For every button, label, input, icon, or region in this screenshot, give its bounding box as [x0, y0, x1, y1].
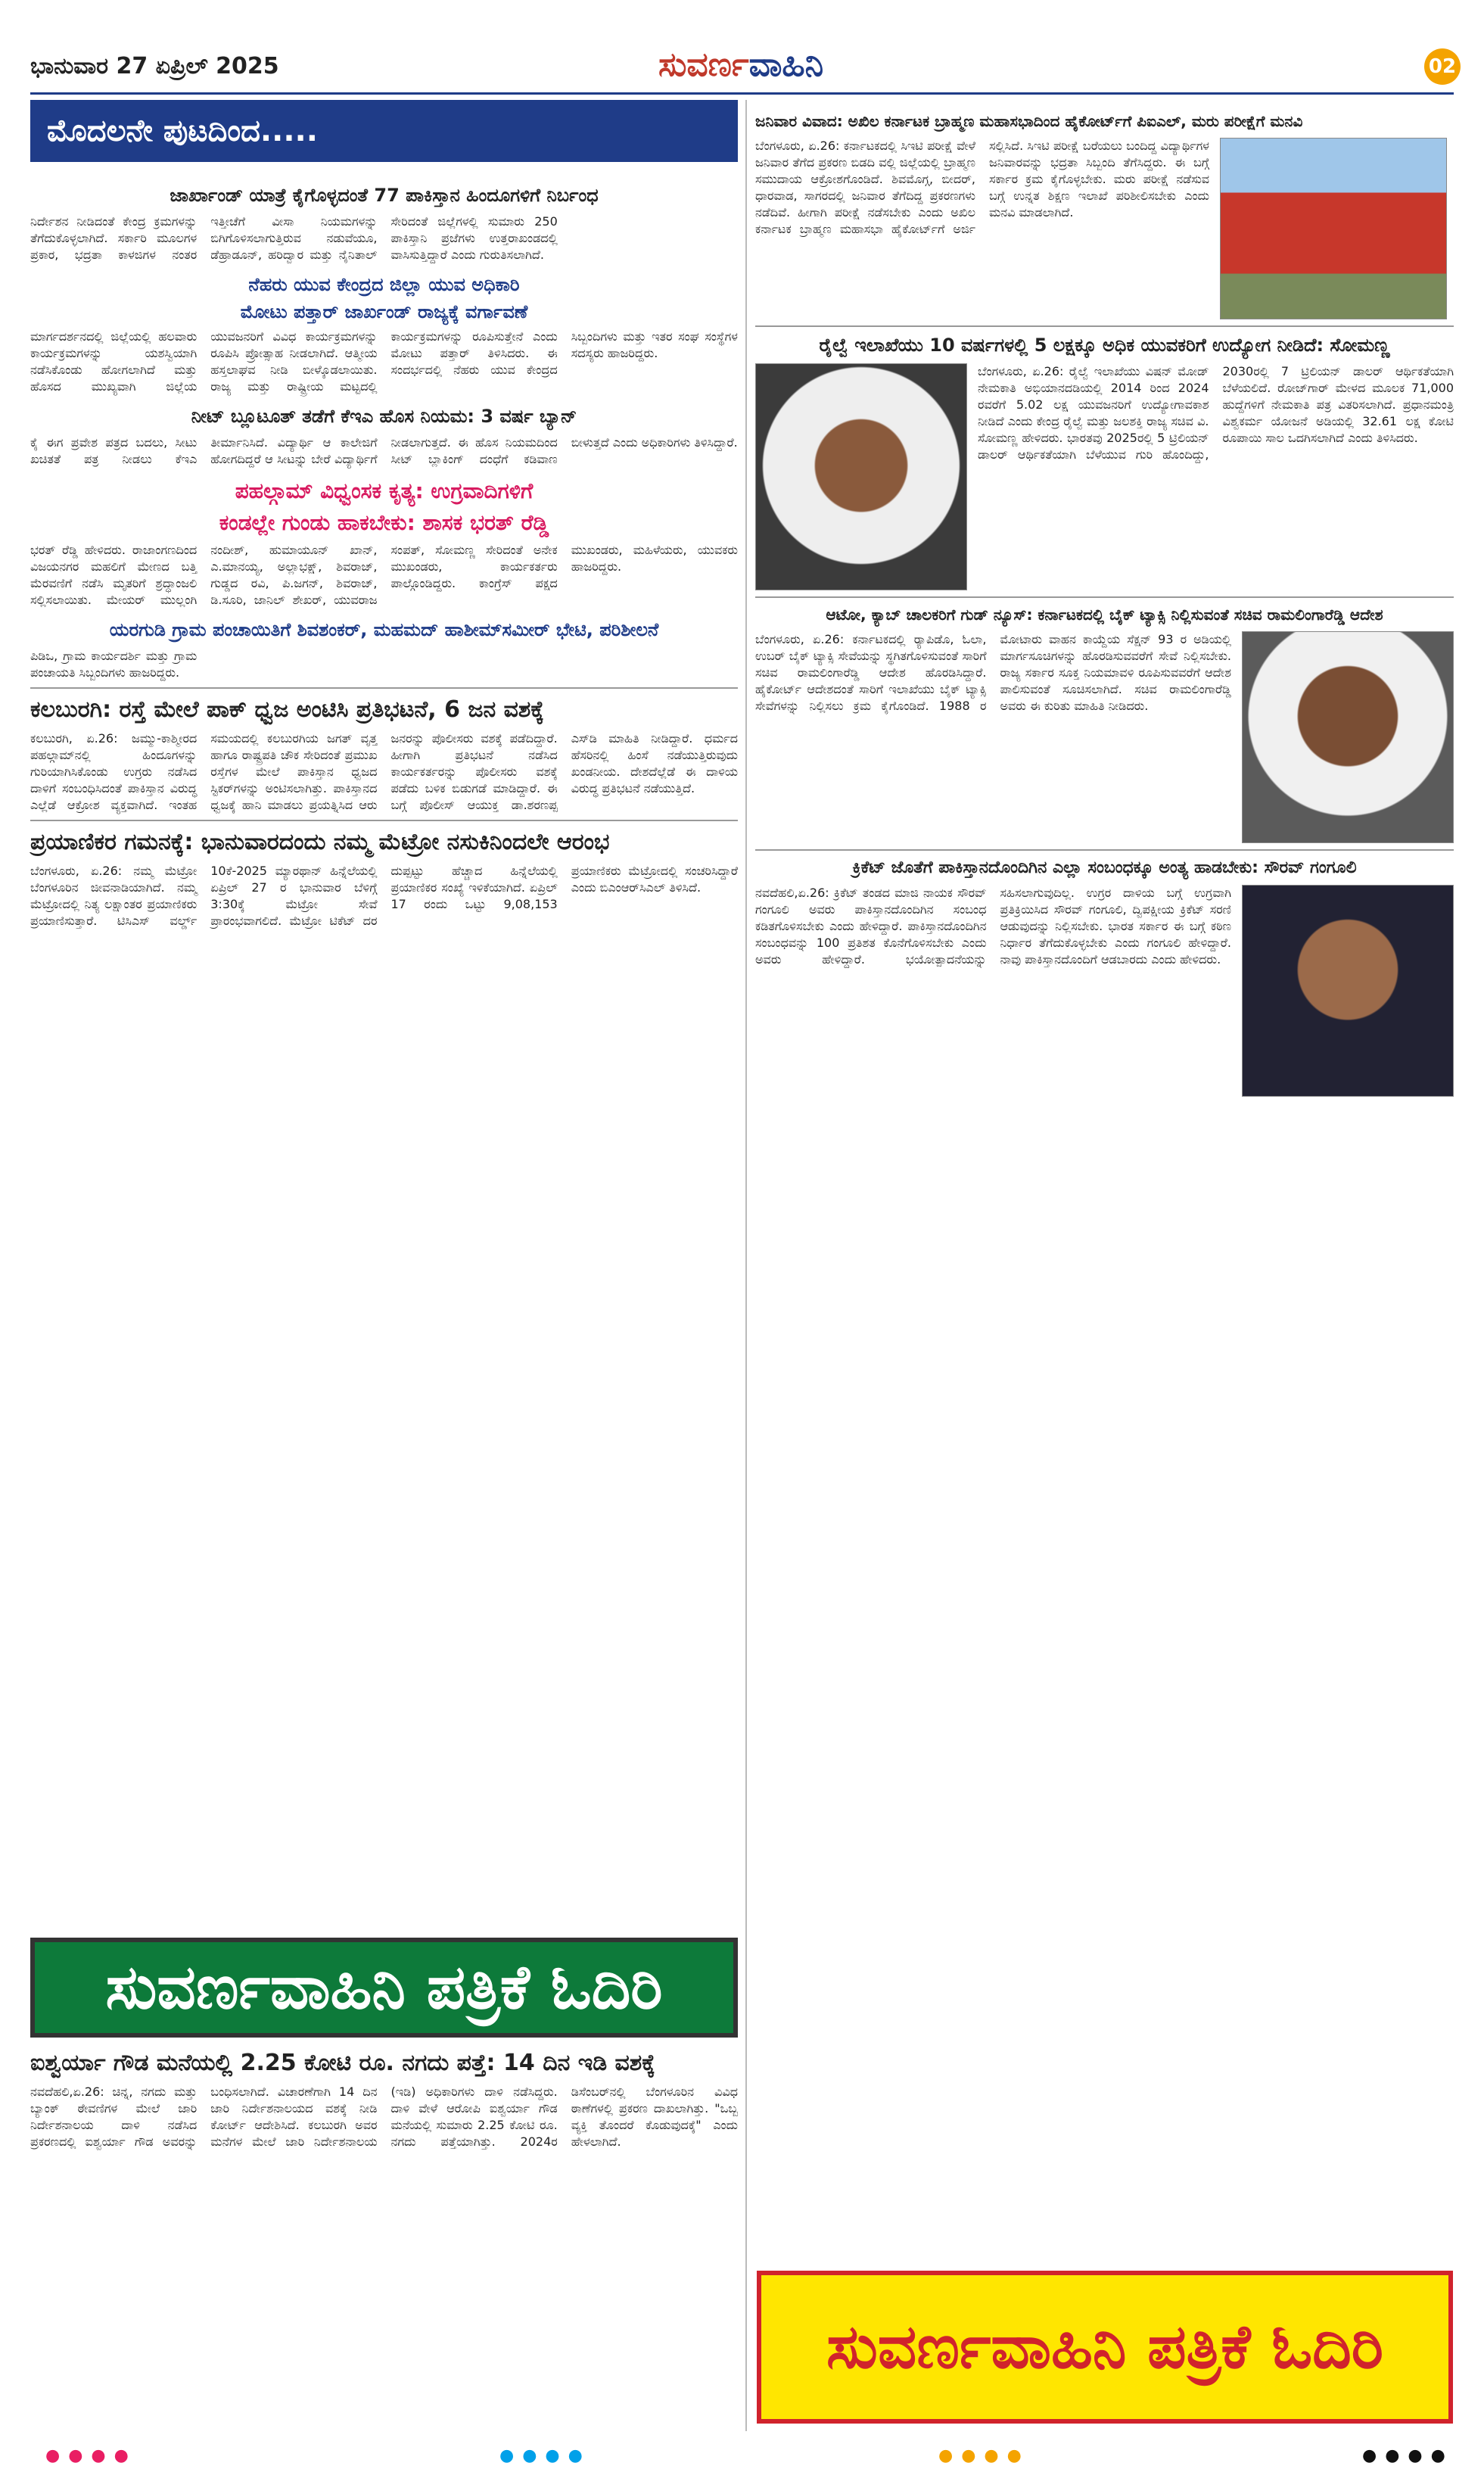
divider: [755, 596, 1454, 598]
divider: [755, 325, 1454, 327]
right-ad-block: [757, 2271, 1453, 2424]
photo-somanna: [755, 363, 967, 590]
color-registration-dots: ● ● ● ●: [499, 2446, 584, 2465]
headline-nehru-2: ಮೋಟು ಪತ್ತಾರ್ ಜಾರ್ಖಂಡ್ ರಾಜ್ಯಕ್ಕೆ ವರ್ಗಾವಣೆ: [240, 301, 528, 322]
article-metro: ಬೆಂಗಳೂರು, ಏ.26: ನಮ್ಮ ಮೆಟ್ರೋ ಬೆಂಗಳೂರಿನ ಜೀವನಾಡಿಯಾಗಿದೆ. ನಮ್ಮ ಮೆಟ್ರೋದಲ್ಲಿ ನಿತ್ಯ ಲಕ್ಷಾಂತರ ಪ್ರಯಾಣಿಕರು ಪ್ರಯಾಣಿಸುತ್ತಾರೆ. ಟಿಸಿಎಸ್ ವರ್ಲ್ಡ್ 10ಕೆ-2025 ಮ್ಯಾರಥಾನ್ ಹಿನ್ನೆಲೆಯಲ್ಲಿ ಏಪ್ರಿಲ್ 27 ರ ಭಾನುವಾರ ಬೆಳಿಗ್ಗೆ 3:30ಕ್ಕೆ ಮೆಟ್ರೋ ಸೇವೆ ಪ್ರಾರಂಭವಾಗಲಿದೆ. ಮೆಟ್ರೋ ಟಿಕೆಟ್ ದರ ದುಪ್ಪಟ್ಟು ಹೆಚ್ಚಾದ ಹಿನ್ನೆಲೆಯಲ್ಲಿ ಪ್ರಯಾಣಿಕರ ಸಂಖ್ಯೆ ಇಳಿಕೆಯಾಗಿದೆ. ಏಪ್ರಿಲ್ 17 ರಂದು ಒಟ್ಟು 9,08,153 ಪ್ರಯಾಣಿಕರು ಮೆಟ್ರೋದಲ್ಲಿ ಸಂಚರಿಸಿದ್ದಾರೆ ಎಂದು ಬಿಎಂಆರ್‌ಸಿಎಲ್ ತಿಳಿಸಿದೆ.: [30, 864, 738, 928]
divider: [755, 849, 1454, 851]
right-column: [755, 104, 1454, 1097]
page-number-badge: 02: [1424, 48, 1461, 85]
left-column: [30, 100, 738, 929]
headline-yaragudi: ಯರಗುಡಿ ಗ್ರಾಮ ಪಂಚಾಯಿತಿಗೆ ಶಿವಶಂಕರ್, ಮಹಮದ್ ಹಾಶೀಮ್‌ಸಮೀರ್ ಭೇಟಿ, ಪರಿಶೀಲನೆ: [109, 619, 659, 640]
headline-nehru-1: ನೆಹರು ಯುವ ಕೇಂದ್ರದ ಜಿಲ್ಲಾ ಯುವ ಅಧಿಕಾರಿ: [248, 274, 520, 295]
color-registration-dots: ● ● ● ●: [1362, 2446, 1447, 2465]
article-ganguly: ನವದೆಹಲಿ,ಏ.26: ಕ್ರಿಕೆಟ್ ತಂಡದ ಮಾಜಿ ನಾಯಕ ಸೌರವ್ ಗಂಗೂಲಿ ಅವರು ಪಾಕಿಸ್ತಾನದೊಂದಿಗಿನ ಸಂಬಂಧ ಕಡಿತಗೊಳಿಸಬೇಕು ಎಂದು ಹೇಳಿದ್ದಾರೆ. ಪಾಕಿಸ್ತಾನದೊಂದಿಗಿನ ಸಂಬಂಧವನ್ನು 100 ಪ್ರತಿಶತ ಕೊನೆಗೊಳಿಸಬೇಕು ಎಂದು ಅವರು ಹೇಳಿದ್ದಾರೆ. ಭಯೋತ್ಪಾದನೆಯನ್ನು ಸಹಿಸಲಾಗುವುದಿಲ್ಲ. ಉಗ್ರರ ದಾಳಿಯ ಬಗ್ಗೆ ಉಗ್ರವಾಗಿ ಪ್ರತಿಕ್ರಿಯಿಸಿದ ಸೌರವ್ ಗಂಗೂಲಿ, ದ್ವಿಪಕ್ಷೀಯ ಕ್ರಿಕೆಟ್ ಸರಣಿ ಆಡುವುದನ್ನು ನಿಲ್ಲಿಸಬೇಕು. ಭಾರತ ಸರ್ಕಾರ ಈ ಬಗ್ಗೆ ಕಠಿಣ ನಿರ್ಧಾರ ತೆಗೆದುಕೊಳ್ಳಬೇಕು ಎಂದು ಗಂಗೂಲಿ ಹೇಳಿದ್ದಾರೆ. ನಾವು ಪಾಕಿಸ್ತಾನದೊಂದಿಗೆ ಆಡಬಾರದು ಎಂದು ಹೇಳಿದರು.: [755, 886, 1231, 967]
headline-kalaburagi: ಕಲಬುರಗಿ: ರಸ್ತೆ ಮೇಲೆ ಪಾಕ್ ಧ್ವಜ ಅಂಟಿಸಿ ಪ್ರತಿಭಟನೆ, 6 ಜನ ವಶಕ್ಕೆ: [30, 696, 544, 723]
headline-janivara: ಜನಿವಾರ ವಿವಾದ: ಅಖಿಲ ಕರ್ನಾಟಕ ಬ್ರಾಹ್ಮಣ ಮಹಾಸಭಾದಿಂದ ಹೈಕೋರ್ಟ್‌ಗೆ ಪಿಐಎಲ್, ಮರು ಪರೀಕ್ಷೆಗೆ ಮನವಿ: [755, 112, 1303, 130]
color-registration-dots: ● ● ● ●: [938, 2446, 1023, 2465]
photo-ganguly: [1242, 885, 1454, 1097]
article-aishwarya: ನವದೆಹಲಿ,ಏ.26: ಚಿನ್ನ, ನಗದು ಮತ್ತು ಬ್ಯಾಂಕ್ ಠೇವಣಿಗಳ ಮೇಲೆ ಜಾರಿ ನಿರ್ದೇಶನಾಲಯ ದಾಳಿ ನಡೆಸಿದ ಪ್ರಕರಣದಲ್ಲಿ ಐಶ್ವರ್ಯಾ ಗೌಡ ಅವರನ್ನು ಬಂಧಿಸಲಾಗಿದೆ. ವಿಚಾರಣೆಗಾಗಿ 14 ದಿನ ಜಾರಿ ನಿರ್ದೇಶನಾಲಯದ ವಶಕ್ಕೆ ನೀಡಿ ಕೋರ್ಟ್ ಆದೇಶಿಸಿದೆ. ಕಲಬುರಗಿ ಅವರ ಮನೆಗಳ ಮೇಲೆ ಜಾರಿ ನಿರ್ದೇಶನಾಲಯ (ಇಡಿ) ಅಧಿಕಾರಿಗಳು ದಾಳಿ ನಡೆಸಿದ್ದರು. ದಾಳಿ ವೇಳೆ ಆರೋಪಿ ಐಶ್ವರ್ಯಾ ಗೌಡ ಮನೆಯಲ್ಲಿ ಸುಮಾರು 2.25 ಕೋಟಿ ರೂ. ನಗದು ಪತ್ತೆಯಾಗಿತ್ತು. 2024ರ ಡಿಸೆಂಬರ್‌ನಲ್ಲಿ ಬೆಂಗಳೂರಿನ ವಿವಿಧ ಠಾಣೆಗಳಲ್ಲಿ ಪ್ರಕರಣ ದಾಖಲಾಗಿತ್ತು. "ಒಬ್ಬ ವ್ಯಕ್ತಿ ತೊಂದರೆ ಕೊಡುವುದಕ್ಕೆ" ಎಂದು ಹೇಳಲಾಗಿದೆ.: [30, 2084, 738, 2149]
article-railway: ಬೆಂಗಳೂರು, ಏ.26: ರೈಲ್ವೆ ಇಲಾಖೆಯು ವಿಷನ್ ಮೋಡ್ ನೇಮಕಾತಿ ಅಭಿಯಾನದಡಿಯಲ್ಲಿ 2014 ರಿಂದ 2024 ರವರೆಗೆ 5.02 ಲಕ್ಷ ಯುವಜನರಿಗೆ ಉದ್ಯೋಗಾವಕಾಶ ನೀಡಿದೆ ಎಂದು ಕೇಂದ್ರ ರೈಲ್ವೆ ಮತ್ತು ಜಲಶಕ್ತಿ ರಾಜ್ಯ ಸಚಿವ ವಿ. ಸೋಮಣ್ಣ ಹೇಳಿದರು. ಭಾರತವು 2025ರಲ್ಲಿ 5 ಟ್ರಿಲಿಯನ್ ಡಾಲರ್ ಆರ್ಥಿಕತೆಯಾಗಿ ಬೆಳೆಯುವ ಗುರಿ ಹೊಂದಿದ್ದು, 2030ರಲ್ಲಿ 7 ಟ್ರಿಲಿಯನ್ ಡಾಲರ್ ಆರ್ಥಿಕತೆಯಾಗಿ ಬೆಳೆಯಲಿದೆ. ರೋಜ್‌ಗಾರ್ ಮೇಳದ ಮೂಲಕ 71,000 ಹುದ್ದೆಗಳಿಗೆ ನೇಮಕಾತಿ ಪತ್ರ ವಿತರಿಸಲಾಗಿದೆ. ಪ್ರಧಾನಮಂತ್ರಿ ವಿಶ್ವಕರ್ಮ ಯೋಜನೆ ಅಡಿಯಲ್ಲಿ 32.61 ಲಕ್ಷ ಕೋಟಿ ರೂಪಾಯಿ ಸಾಲ ಒದಗಿಸಲಾಗಿದೆ ಎಂದು ತಿಳಿಸಿದರು.: [978, 364, 1454, 462]
headline-jharkhand: ಜಾರ್ಖಾಂಡ್ ಯಾತ್ರೆ ಕೈಗೊಳ್ಳದಂತೆ 77 ಪಾಕಿಸ್ತಾನ ಹಿಂದೂಗಳಿಗೆ ನಿರ್ಬಂಧ: [170, 185, 599, 206]
newspaper-logo: ಸುವರ್ಣವಾಹಿನಿ: [658, 45, 824, 84]
color-registration-dots: ● ● ● ●: [45, 2446, 130, 2465]
header-rule: [30, 92, 1454, 95]
advert-read-paper: ಸುವರ್ಣವಾಹಿನಿ ಪತ್ರಿಕೆ ಓದಿರಿ: [30, 1938, 738, 2038]
article-nehru: ಮಾರ್ಗದರ್ಶನದಲ್ಲಿ ಜಿಲ್ಲೆಯಲ್ಲಿ ಹಲವಾರು ಕಾರ್ಯಕ್ರಮಗಳನ್ನು ಯಶಸ್ವಿಯಾಗಿ ನಡೆಸಿಕೊಂಡು ಹೋಗಲಾಗಿದೆ ಮತ್ತು ಹೊಸದ ಮುಖ್ಯವಾಗಿ ಜಿಲ್ಲೆಯ ಯುವಜನರಿಗೆ ವಿವಿಧ ಕಾರ್ಯಕ್ರಮಗಳನ್ನು ರೂಪಿಸಿ ಪ್ರೋತ್ಸಾಹ ನೀಡಲಾಗಿದೆ. ಆತ್ಮೀಯ ಹಸ್ತಲಾಘವ ನೀಡಿ ಬೀಳ್ಕೊಡಲಾಯಿತು. ರಾಜ್ಯ ಮತ್ತು ರಾಷ್ಟ್ರೀಯ ಮಟ್ಟದಲ್ಲಿ ಕಾರ್ಯಕ್ರಮಗಳನ್ನು ರೂಪಿಸುತ್ತೇನೆ ಎಂದು ಮೋಟು ಪತ್ತಾರ್ ತಿಳಿಸಿದರು. ಈ ಸಂದರ್ಭದಲ್ಲಿ ನೆಹರು ಯುವ ಕೇಂದ್ರದ ಸಿಬ್ಬಂದಿಗಳು ಮತ್ತು ಇತರ ಸಂಘ ಸಂಸ್ಥೆಗಳ ಸದಸ್ಯರು ಹಾಜರಿದ್ದರು.: [30, 329, 738, 394]
headline-pahalgam-1: ಪಹಲ್ಗಾಮ್ ವಿಧ್ವಂಸಕ ಕೃತ್ಯ: ಉಗ್ರವಾದಿಗಳಿಗೆ: [235, 478, 534, 503]
section-banner: ಮೊದಲನೇ ಪುಟದಿಂದ.....: [30, 100, 738, 162]
headline-ganguly: ಕ್ರಿಕೆಟ್ ಜೊತೆಗೆ ಪಾಕಿಸ್ತಾನದೊಂದಿಗಿನ ಎಲ್ಲಾ ಸಂಬಂಧಕ್ಕೂ ಅಂತ್ಯ ಹಾಡಬೇಕು: ಸೌರವ್ ಗಂಗೂಲಿ: [852, 858, 1357, 877]
divider: [30, 687, 738, 689]
issue-date: ಭಾನುವಾರ 27 ಏಪ್ರಿಲ್ 2025: [30, 53, 279, 79]
photo-high-court: [1220, 138, 1447, 319]
advert-read-paper-yellow: ಸುವರ್ಣವಾಹಿನಿ ಪತ್ರಿಕೆ ಓದಿರಿ: [757, 2271, 1453, 2424]
article-jharkhand: ನಿರ್ದೇಶನ ನೀಡಿದಂತೆ ಕೇಂದ್ರ ಕ್ರಮಗಳನ್ನು ತೆಗೆದುಕೊಳ್ಳಲಾಗಿದೆ. ಸರ್ಕಾರಿ ಮೂಲಗಳ ಪ್ರಕಾರ, ಭದ್ರತಾ ಕಾಳಜಿಗಳ ನಂತರ ಇತ್ತೀಚೆಗೆ ವೀಸಾ ನಿಯಮಗಳನ್ನು ಬಿಗಿಗೊಳಿಸಲಾಗುತ್ತಿರುವ ನಡುವೆಯೂ, ಡೆಹ್ರಾಡೂನ್, ಹರಿದ್ವಾರ ಮತ್ತು ನೈನಿತಾಲ್ ಸೇರಿದಂತೆ ಜಿಲ್ಲೆಗಳಲ್ಲಿ ಸುಮಾರು 250 ಪಾಕಿಸ್ತಾನಿ ಪ್ರಜೆಗಳು ಉತ್ತರಾಖಂಡದಲ್ಲಿ ವಾಸಿಸುತ್ತಿದ್ದಾರೆ ಎಂದು ಗುರುತಿಸಲಾಗಿದೆ.: [30, 214, 558, 262]
headline-aishwarya: ಐಶ್ವರ್ಯಾ ಗೌಡ ಮನೆಯಲ್ಲಿ 2.25 ಕೋಟಿ ರೂ. ನಗದು ಪತ್ತೆ: 14 ದಿನ ಇಡಿ ವಶಕ್ಕೆ: [30, 2050, 655, 2076]
divider: [30, 820, 738, 821]
headline-neet: ನೀಟ್ ಬ್ಲೂಟೂತ್ ತಡೆಗೆ ಕೆಇಎ ಹೊಸ ನಿಯಮ: 3 ವರ್ಷ ಬ್ಯಾನ್: [191, 406, 577, 427]
masthead: [30, 45, 1461, 91]
article-yaragudi: ಪಿಡಿಒ, ಗ್ರಾಮ ಕಾರ್ಯದರ್ಶಿ ಮತ್ತು ಗ್ರಾಮ ಪಂಚಾಯತಿ ಸಿಬ್ಬಂದಿಗಳು ಹಾಜರಿದ್ದರು.: [30, 649, 198, 680]
article-janivara: ಬೆಂಗಳೂರು, ಏ.26: ಕರ್ನಾಟಕದಲ್ಲಿ ಸಿಇಟಿ ಪರೀಕ್ಷೆ ವೇಳೆ ಜನಿವಾರ ತೆಗೆದ ಪ್ರಕರಣ ಬಿಡದಿ ವಲ್ಲಿ ಜಿಲ್ಲೆಯಲ್ಲಿ ಬ್ರಾಹ್ಮಣ ಸಮುದಾಯ ಆಕ್ರೋಶಗೊಂಡಿದೆ. ಶಿವಮೊಗ್ಗ, ಬೀದರ್, ಧಾರವಾಡ, ಸಾಗರದಲ್ಲಿ ಜನಿವಾರ ತೆಗೆದಿದ್ದ ಪ್ರಕರಣಗಳು ನಡೆದಿವೆ. ಹೀಗಾಗಿ ಪರೀಕ್ಷೆ ನಡೆಸಬೇಕು ಎಂದು ಅಖಿಲ ಕರ್ನಾಟಕ ಬ್ರಾಹ್ಮಣ ಮಹಾಸಭಾ ಹೈಕೋರ್ಟ್‌ಗೆ ಅರ್ಜಿ ಸಲ್ಲಿಸಿದೆ. ಸಿಇಟಿ ಪರೀಕ್ಷೆ ಬರೆಯಲು ಬಂದಿದ್ದ ವಿದ್ಯಾರ್ಥಿಗಳ ಜನಿವಾರವನ್ನು ಭದ್ರತಾ ಸಿಬ್ಬಂದಿ ತೆಗೆಸಿದ್ದರು. ಈ ಬಗ್ಗೆ ಸರ್ಕಾರ ಕ್ರಮ ಕೈಗೊಳ್ಳಬೇಕು. ಮರು ಪರೀಕ್ಷೆ ನಡೆಸುವ ಬಗ್ಗೆ ಉನ್ನತ ಶಿಕ್ಷಣ ಇಲಾಖೆ ಪರಿಶೀಲಿಸಬೇಕು ಎಂದು ಮನವಿ ಮಾಡಲಾಗಿದೆ.: [755, 139, 1209, 236]
article-pahalgam: ಭರತ್ ರೆಡ್ಡಿ ಹೇಳಿದರು. ರಾಜಾಂಗಣದಿಂದ ವಿಜಯನಗರ ಮಹಲಿಗೆ ಮೇಣದ ಬತ್ತಿ ಮೆರವಣಿಗೆ ನಡೆಸಿ ಮೃತರಿಗೆ ಶ್ರದ್ಧಾಂಜಲಿ ಸಲ್ಲಿಸಲಾಯಿತು. ಮೇಯರ್ ಮುಲ್ಲಂಗಿ ನಂದೀಶ್, ಹುಮಾಯೂನ್ ಖಾನ್, ಎ.ಮಾನಯ್ಯ, ಅಲ್ಲಾಭಕ್ಷ್, ಶಿವರಾಜ್, ಗುಡ್ಡದ ರವಿ, ಪಿ.ಜಗನ್, ಶಿವರಾಜ್, ಡಿ.ಸೂರಿ, ಜಾನಿಲ್ ಶೇಖರ್, ಯುವರಾಜ ಸಂಪತ್, ಸೋಮಣ್ಣ ಸೇರಿದಂತೆ ಅನೇಕ ಮುಖಂಡರು, ಕಾರ್ಯಕರ್ತರು ಪಾಲ್ಗೊಂಡಿದ್ದರು. ಕಾಂಗ್ರೆಸ್ ಪಕ್ಷದ ಮುಖಂಡರು, ಮಹಿಳೆಯರು, ಯುವಕರು ಹಾಜರಿದ್ದರು.: [30, 543, 738, 607]
left-ad-block: [30, 1938, 738, 2150]
headline-pahalgam-2: ಕಂಡಲ್ಲೇ ಗುಂಡು ಹಾಕಬೇಕು: ಶಾಸಕ ಭರತ್ ರೆಡ್ಡಿ: [219, 510, 549, 535]
headline-bike-taxi: ಆಟೋ, ಕ್ಯಾಬ್ ಚಾಲಕರಿಗೆ ಗುಡ್ ನ್ಯೂಸ್: ಕರ್ನಾಟಕದಲ್ಲಿ ಬೈಕ್ ಟ್ಯಾಕ್ಸಿ ನಿಲ್ಲಿಸುವಂತೆ ಸಚಿವ ರಾಮಲಿಂಗಾರೆಡ್ಡಿ ಆದೇಶ: [826, 606, 1383, 624]
article-bike-taxi: ಬೆಂಗಳೂರು, ಏ.26: ಕರ್ನಾಟಕದಲ್ಲಿ ರ‍್ಯಾಪಿಡೊ, ಓಲಾ, ಉಬರ್ ಬೈಕ್ ಟ್ಯಾಕ್ಸಿ ಸೇವೆಯನ್ನು ಸ್ಥಗಿತಗೊಳಿಸುವಂತೆ ಸಾರಿಗೆ ಸಚಿವ ರಾಮಲಿಂಗಾರೆಡ್ಡಿ ಆದೇಶ ಹೊರಡಿಸಿದ್ದಾರೆ. ಹೈಕೋರ್ಟ್ ಆದೇಶದಂತೆ ಸಾರಿಗೆ ಇಲಾಖೆಯು ಬೈಕ್ ಟ್ಯಾಕ್ಸಿ ಸೇವೆಗಳನ್ನು ನಿಲ್ಲಿಸಲು ಕ್ರಮ ಕೈಗೊಂಡಿದೆ. 1988 ರ ಮೋಟಾರು ವಾಹನ ಕಾಯ್ದೆಯ ಸೆಕ್ಷನ್ 93 ರ ಅಡಿಯಲ್ಲಿ ಮಾರ್ಗಸೂಚಿಗಳನ್ನು ಹೊರಡಿಸುವವರೆಗೆ ಸೇವೆ ನಿಲ್ಲಿಸಬೇಕು. ರಾಜ್ಯ ಸರ್ಕಾರ ಸೂಕ್ತ ನಿಯಮಾವಳಿ ರೂಪಿಸುವವರೆಗೆ ಆದೇಶ ಪಾಲಿಸುವಂತೆ ಸೂಚಿಸಲಾಗಿದೆ. ಸಚಿವ ರಾಮಲಿಂಗಾರೆಡ್ಡಿ ಅವರು ಈ ಕುರಿತು ಮಾಹಿತಿ ನೀಡಿದರು.: [755, 632, 1231, 713]
headline-railway: ರೈಲ್ವೆ ಇಲಾಖೆಯು 10 ವರ್ಷಗಳಲ್ಲಿ 5 ಲಕ್ಷಕ್ಕೂ ಅಧಿಕ ಯುವಕರಿಗೆ ಉದ್ಯೋಗ ನೀಡಿದೆ: ಸೋಮಣ್ಣ: [819, 335, 1390, 356]
column-divider: [745, 100, 747, 2431]
article-neet: ಕೈ ಈಗ ಪ್ರವೇಶ ಪತ್ರದ ಬದಲು, ಸೀಟು ಖಚಿತತೆ ಪತ್ರ ನೀಡಲು ಕೆಇಎ ತೀರ್ಮಾನಿಸಿದೆ. ವಿದ್ಯಾರ್ಥಿ ಆ ಕಾಲೇಜಿಗೆ ಹೋಗದಿದ್ದರೆ ಆ ಸೀಟನ್ನು ಬೇರೆ ವಿದ್ಯಾರ್ಥಿಗೆ ನೀಡಲಾಗುತ್ತದೆ. ಈ ಹೊಸ ನಿಯಮದಿಂದ ಸೀಟ್ ಬ್ಲಾಕಿಂಗ್ ದಂಧೆಗೆ ಕಡಿವಾಣ ಬೀಳುತ್ತದೆ ಎಂದು ಅಧಿಕಾರಿಗಳು ತಿಳಿಸಿದ್ದಾರೆ.: [30, 435, 738, 466]
photo-ramalinga-reddy: [1242, 631, 1454, 843]
article-kalaburagi: ಕಲಬುರಗಿ, ಏ.26: ಜಮ್ಮು-ಕಾಶ್ಮೀರದ ಪಹಲ್ಗಾಮ್‌ನಲ್ಲಿ ಹಿಂದೂಗಳನ್ನು ಗುರಿಯಾಗಿಸಿಕೊಂಡು ಉಗ್ರರು ನಡೆಸಿದ ದಾಳಿಗೆ ಸಂಬಂಧಿಸಿದಂತೆ ಪಾಕಿಸ್ತಾನ ವಿರುದ್ಧ ಎಲ್ಲೆಡೆ ಆಕ್ರೋಶ ವ್ಯಕ್ತವಾಗಿದೆ. ಇಂತಹ ಸಮಯದಲ್ಲಿ ಕಲಬುರಗಿಯ ಜಗತ್ ವೃತ್ತ ಹಾಗೂ ರಾಷ್ಟ್ರಪತಿ ಚೌಕ ಸೇರಿದಂತೆ ಪ್ರಮುಖ ರಸ್ತೆಗಳ ಮೇಲೆ ಪಾಕಿಸ್ತಾನ ಧ್ವಜದ ಸ್ಟಿಕರ್‌ಗಳನ್ನು ಅಂಟಿಸಲಾಗಿತ್ತು. ಪಾಕಿಸ್ತಾನದ ಧ್ವಜಕ್ಕೆ ಹಾನಿ ಮಾಡಲು ಪ್ರಯತ್ನಿಸಿದ ಆರು ಜನರನ್ನು ಪೊಲೀಸರು ವಶಕ್ಕೆ ಪಡೆದಿದ್ದಾರೆ. ಹೀಗಾಗಿ ಪ್ರತಿಭಟನೆ ನಡೆಸಿದ ಕಾರ್ಯಕರ್ತರನ್ನು ಪೊಲೀಸರು ವಶಕ್ಕೆ ಪಡೆದು ಬಳಿಕ ಬಿಡುಗಡೆ ಮಾಡಿದ್ದಾರೆ. ಈ ಬಗ್ಗೆ ಪೊಲೀಸ್ ಆಯುಕ್ತ ಡಾ.ಶರಣಪ್ಪ ಎಸ್‌ಡಿ ಮಾಹಿತಿ ನೀಡಿದ್ದಾರೆ. ಧರ್ಮದ ಹೆಸರಿನಲ್ಲಿ ಹಿಂಸೆ ನಡೆಯುತ್ತಿರುವುದು ಖಂಡನೀಯ. ದೇಶದೆಲ್ಲೆಡೆ ಈ ದಾಳಿಯ ವಿರುದ್ಧ ಪ್ರತಿಭಟನೆ ನಡೆಯುತ್ತಿದೆ.: [30, 731, 738, 812]
headline-metro: ಪ್ರಯಾಣಿಕರ ಗಮನಕ್ಕೆ: ಭಾನುವಾರದಂದು ನಮ್ಮ ಮೆಟ್ರೋ ನಸುಕಿನಿಂದಲೇ ಆರಂಭ: [30, 829, 610, 855]
